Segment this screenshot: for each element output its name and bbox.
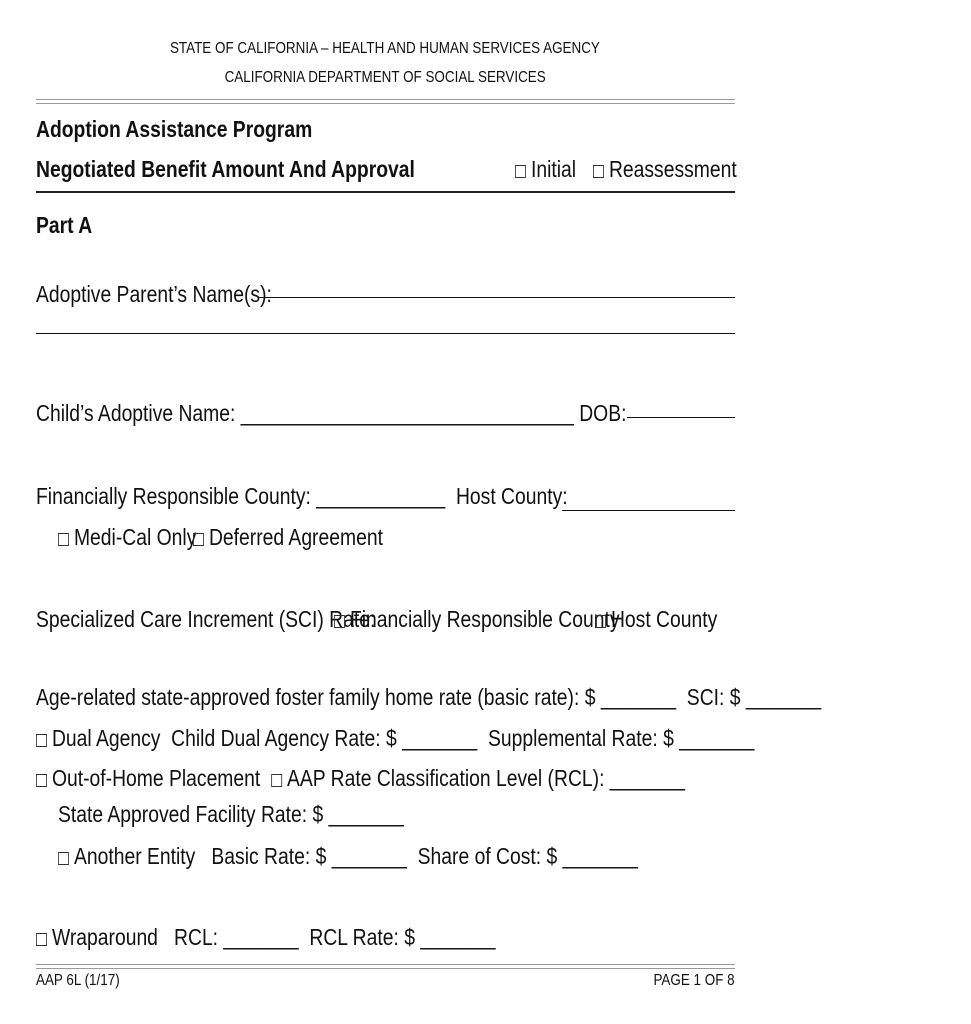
- department-header: CALIFORNIA DEPARTMENT OF SOCIAL SERVICES: [224, 69, 546, 86]
- county-row: Financially Responsible County: ____________ Host County:: [36, 483, 568, 509]
- reassessment-checkbox[interactable]: [593, 165, 604, 178]
- share-of-cost-field[interactable]: _______: [562, 843, 638, 869]
- part-a-heading: Part A: [36, 212, 93, 238]
- initial-option[interactable]: Initial: [515, 156, 588, 183]
- form-id: AAP 6L (1/17): [36, 972, 120, 989]
- another-entity-checkbox[interactable]: [58, 852, 69, 865]
- dual-agency-rate-field[interactable]: _______: [402, 725, 478, 751]
- basic-rate-row: Age-related state-approved foster family home rate (basic rate): $ _______ SCI: $ _______: [36, 684, 822, 710]
- sci-amount-field[interactable]: _______: [745, 684, 822, 710]
- dual-agency-checkbox[interactable]: [36, 734, 47, 747]
- deferred-option[interactable]: Deferred Agreement: [193, 524, 419, 551]
- rcl-rate-field[interactable]: _______: [420, 924, 496, 950]
- supplemental-rate-field[interactable]: _______: [679, 725, 755, 751]
- another-entity-row: Another Entity Basic Rate: $ _______ Share of Cost: $ _______: [58, 843, 748, 870]
- child-name-field[interactable]: _______________________________: [240, 400, 574, 426]
- reassessment-option[interactable]: Reassessment: [593, 156, 764, 183]
- dual-agency-row: Dual Agency Child Dual Agency Rate: $ _______ Supplemental Rate: $ _______: [36, 725, 891, 752]
- title-divider: [36, 191, 735, 193]
- wraparound-row: Wraparound RCL: _______ RCL Rate: $ _______: [36, 924, 583, 951]
- aap-rcl-checkbox[interactable]: [271, 774, 282, 787]
- sci-host-county-checkbox[interactable]: [595, 615, 606, 628]
- form-title-approval: Negotiated Benefit Amount And Approval: [36, 156, 415, 182]
- medi-cal-checkbox[interactable]: [58, 533, 69, 546]
- host-county-field[interactable]: [562, 510, 735, 511]
- page-number: PAGE 1 OF 8: [653, 972, 735, 989]
- sci-host-county-option[interactable]: Host County: [595, 606, 741, 633]
- child-name-row: Child’s Adoptive Name: _______________________________ DOB:: [36, 400, 627, 426]
- header-divider: [36, 99, 735, 104]
- basic-rate-field[interactable]: _______: [600, 684, 677, 710]
- parents-name-field-line2[interactable]: [36, 333, 735, 334]
- deferred-agreement-checkbox[interactable]: [193, 533, 204, 546]
- footer-divider: [36, 964, 735, 969]
- aap-rcl-field[interactable]: _______: [609, 765, 686, 791]
- state-facility-rate-field[interactable]: _______: [328, 801, 404, 827]
- dob-field[interactable]: [627, 417, 735, 418]
- sci-fin-county-checkbox[interactable]: [334, 615, 345, 628]
- form-title-program: Adoption Assistance Program: [36, 116, 313, 142]
- agency-header: STATE OF CALIFORNIA – HEALTH AND HUMAN SERVICES AGENCY: [170, 40, 600, 57]
- entity-basic-rate-field[interactable]: _______: [331, 843, 407, 869]
- out-of-home-row: Out-of-Home Placement AAP Rate Classification Level (RCL): _______: [36, 765, 809, 792]
- parents-name-field[interactable]: [259, 297, 735, 298]
- initial-checkbox[interactable]: [515, 165, 526, 178]
- wraparound-rcl-field[interactable]: _______: [223, 924, 299, 950]
- financially-responsible-county-field[interactable]: ____________: [316, 483, 446, 509]
- medi-cal-option[interactable]: Medi-Cal Only: [58, 524, 223, 551]
- sci-fin-county-option[interactable]: Financially Responsible County: [334, 606, 674, 633]
- out-of-home-checkbox[interactable]: [36, 774, 47, 787]
- state-facility-row: State Approved Facility Rate: $ _______: [58, 801, 404, 827]
- parents-label: Adoptive Parent’s Name(s):: [36, 281, 272, 307]
- wraparound-checkbox[interactable]: [36, 933, 47, 946]
- sci-label: Specialized Care Increment (SCI) Rate:: [36, 606, 376, 632]
